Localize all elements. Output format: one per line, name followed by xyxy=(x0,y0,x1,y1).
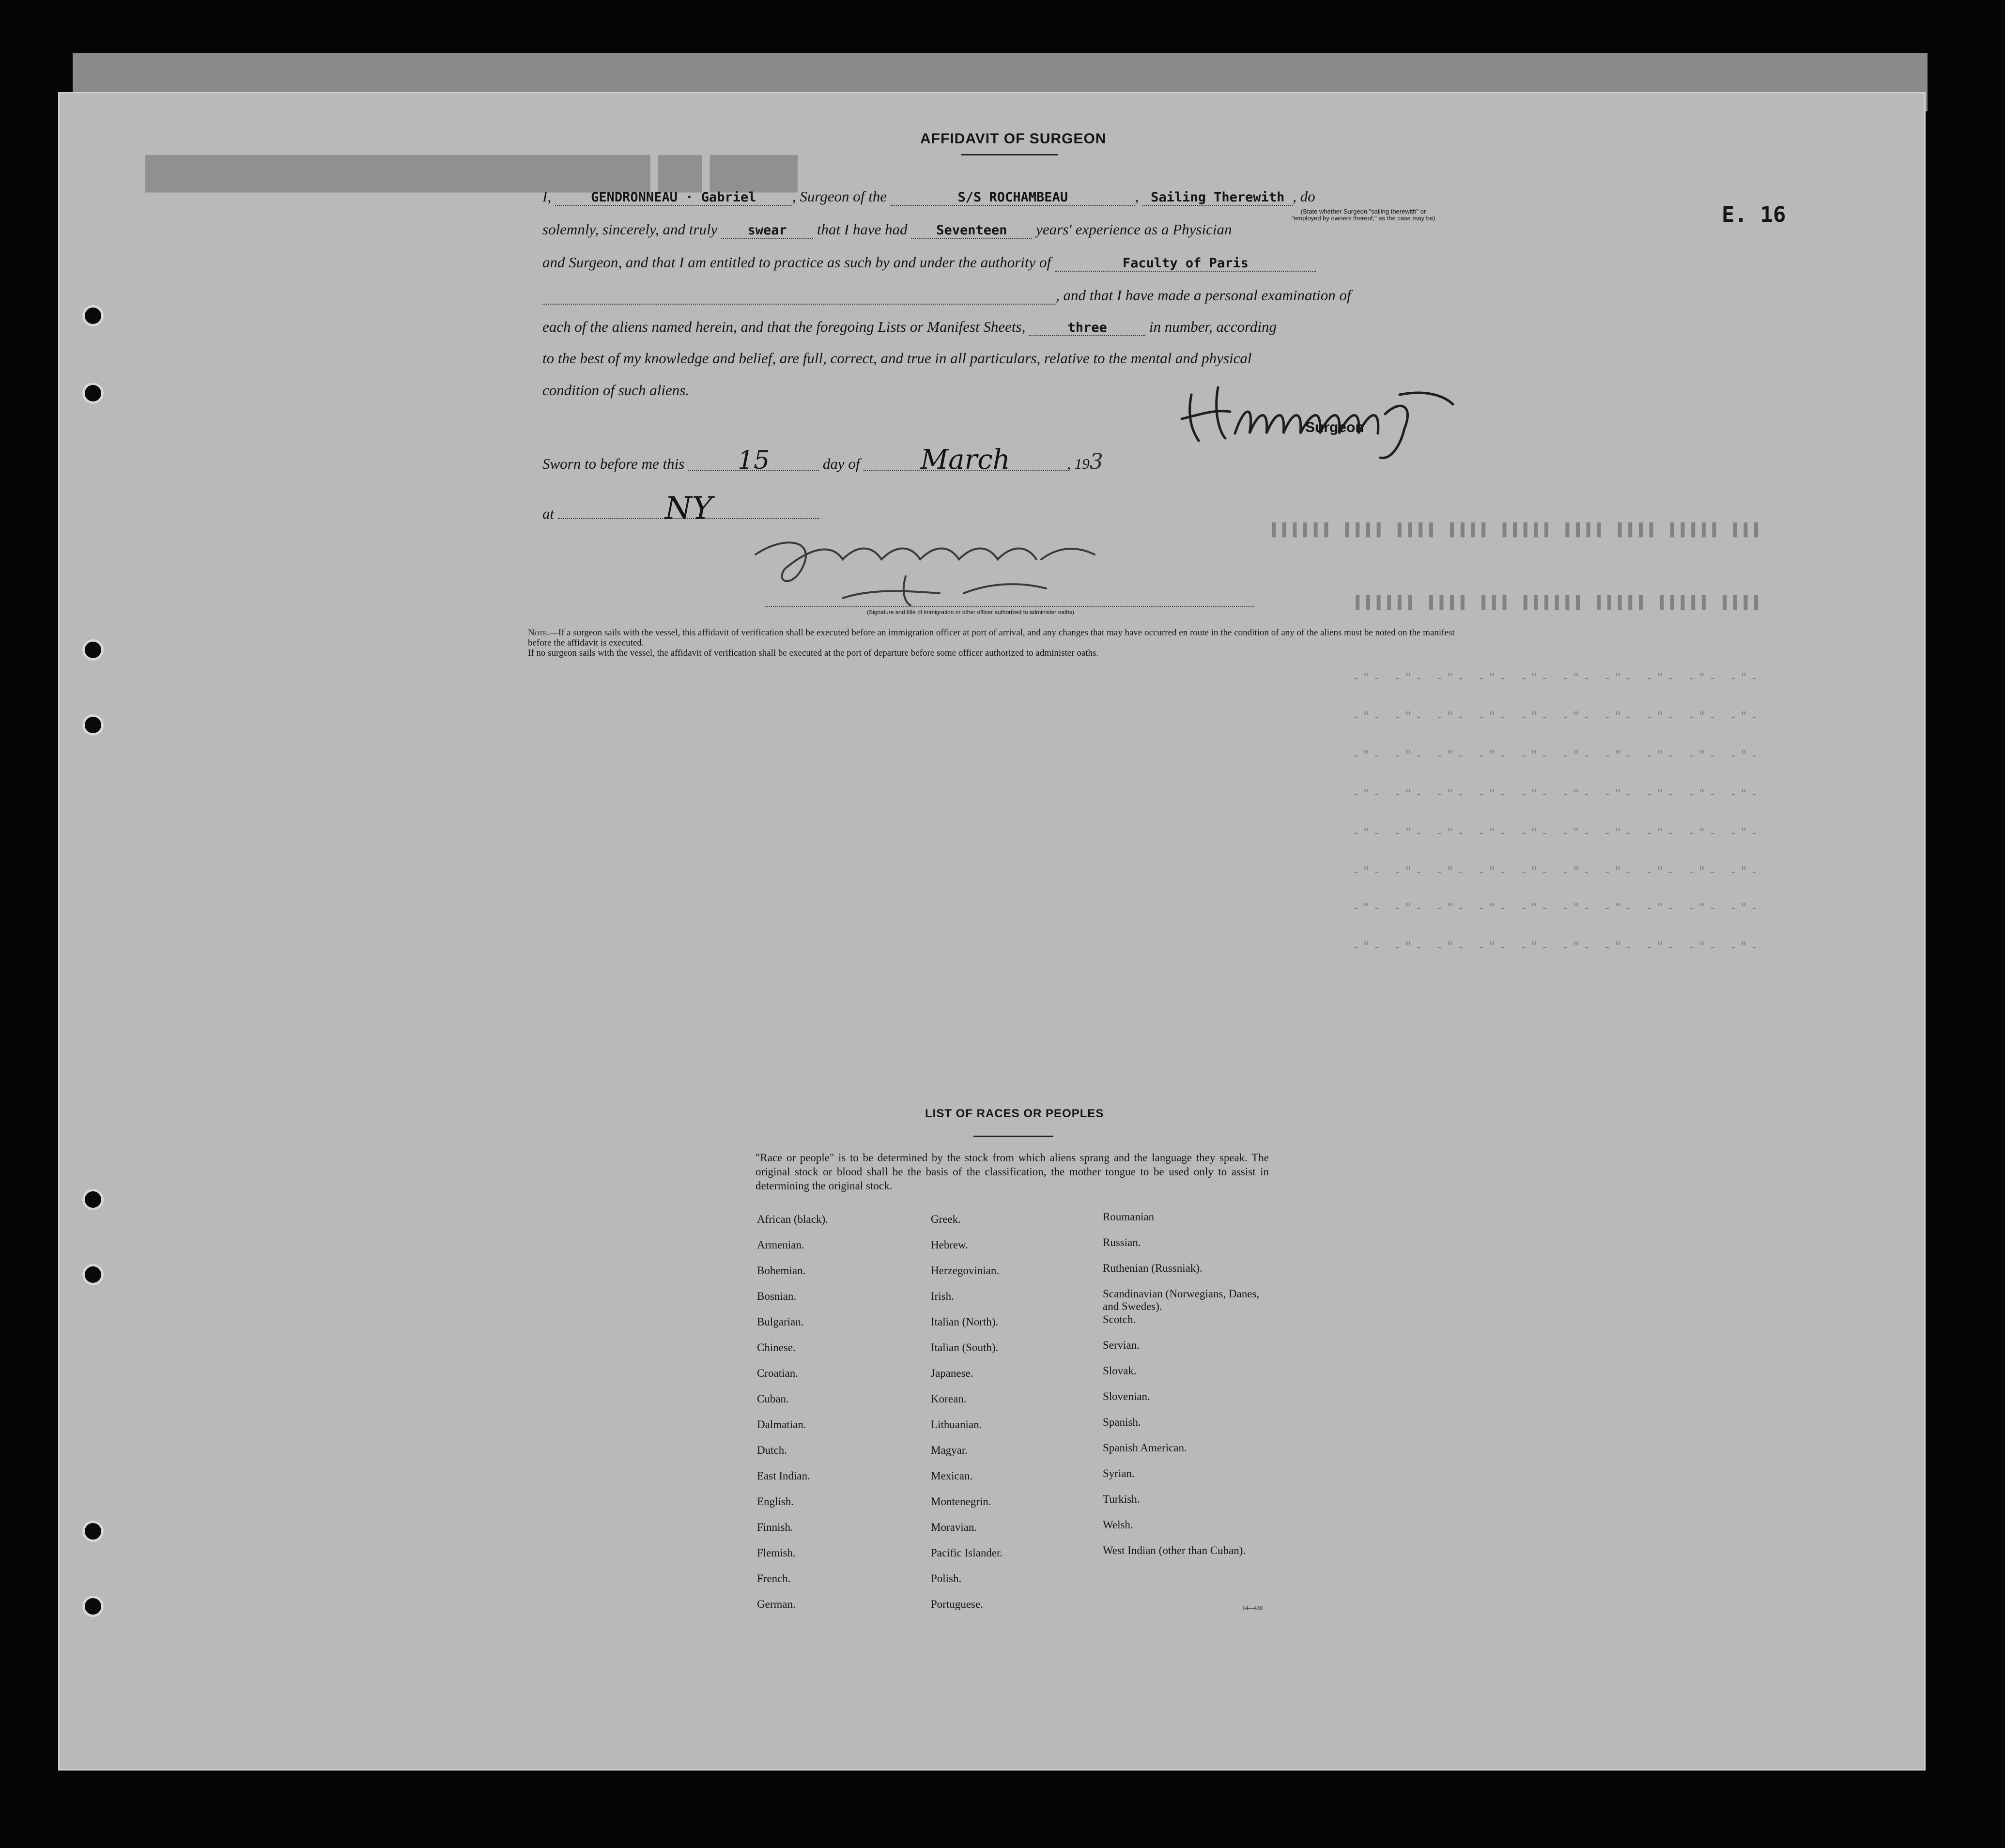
binder-hole xyxy=(82,383,104,404)
race-entry: Mexican. xyxy=(931,1470,973,1482)
races-column-1 xyxy=(757,1213,828,1624)
race-entry: Welsh. xyxy=(1103,1519,1133,1531)
bleed-through-row: -"- -"- -"- -"- -"- -"- -"- -"- -"- -"- xyxy=(1349,671,1758,685)
sheet-count-field: three xyxy=(1029,320,1145,336)
surgeon-label: Surgeon xyxy=(1305,419,1364,435)
race-entry: Scandinavian (Norwegians, Danes, and Swedes). xyxy=(1103,1288,1260,1312)
race-entry: French. xyxy=(757,1572,791,1585)
form-number: 14—430 xyxy=(1242,1604,1263,1611)
race-entry: Slovenian. xyxy=(1103,1390,1150,1402)
affidavit-line-5: each of the aliens named herein, and that the foregoing Lists or Manifest Sheets, three in number, according xyxy=(542,318,1277,335)
bleed-through-row: ▌▌▌▌ ▌▌▌▌▌ ▌▌▌▌▌ ▌▌▌▌▌▌ ▌▌▌ ▌▌▌▌ ▌▌▌▌▌▌ xyxy=(1349,596,1758,610)
authority-field: Faculty of Paris xyxy=(1055,256,1316,272)
race-entry: Portuguese. xyxy=(931,1598,983,1610)
race-entry: Spanish American. xyxy=(1103,1442,1187,1454)
races-title-rule xyxy=(973,1136,1053,1137)
at-line: at NY xyxy=(542,499,819,523)
race-entry: English. xyxy=(757,1495,794,1508)
races-column-2 xyxy=(931,1213,1002,1624)
race-entry: Slovak. xyxy=(1103,1365,1137,1377)
race-entry: Hebrew. xyxy=(931,1239,969,1251)
race-entry: German. xyxy=(757,1598,796,1610)
bleed-through-heading: ████ ██ ███████████████████████ xyxy=(145,155,798,190)
affidavit-line-7: condition of such aliens. xyxy=(542,382,690,399)
ship-name-field: S/S ROCHAMBEAU xyxy=(891,190,1135,206)
race-entry: Montenegrin. xyxy=(931,1495,991,1508)
race-entry: Dutch. xyxy=(757,1444,787,1456)
race-entry: Italian (South). xyxy=(931,1341,999,1354)
affidavit-title: AFFIDAVIT OF SURGEON xyxy=(920,131,1107,147)
race-entry: West Indian (other than Cuban). xyxy=(1103,1544,1246,1556)
officer-signature xyxy=(746,525,1143,613)
races-intro: "Race or people" is to be determined by the stock from which aliens sprang and the language they speak. The original stock or blood shall be the basis of the classification, the mother tongue to be used only to assist in determining the original stock. xyxy=(756,1152,1269,1192)
sworn-line: Sworn to before me this 15 day of March , 193 xyxy=(542,444,1103,476)
affidavit-line-4: , and that I have made a personal examination of xyxy=(542,287,1351,305)
affidavit-line-6: to the best of my knowledge and belief, are full, correct, and true in all particulars, relative to the mental and physical xyxy=(542,350,1252,367)
bleed-through-row: -"- -"- -"- -"- -"- -"- -"- -"- -"- -"- xyxy=(1349,901,1758,915)
race-entry: Pacific Islander. xyxy=(931,1547,1003,1559)
bleed-through-row: -"- -"- -"- -"- -"- -"- -"- -"- -"- -"- xyxy=(1349,864,1758,879)
race-entry: Korean. xyxy=(931,1393,967,1405)
sailing-status-field: Sailing Therewith xyxy=(1142,190,1293,206)
race-entry: Flemish. xyxy=(757,1547,796,1559)
race-entry: Scotch. xyxy=(1103,1313,1136,1325)
binder-hole xyxy=(82,1264,104,1285)
race-entry: Japanese. xyxy=(931,1367,973,1379)
race-entry: Russian. xyxy=(1103,1236,1141,1248)
bleed-through-row: -"- -"- -"- -"- -"- -"- -"- -"- -"- -"- xyxy=(1349,787,1758,801)
oath-field: swear xyxy=(721,223,813,239)
at-place-field: NY xyxy=(558,499,819,519)
page-number: E. 16 xyxy=(1722,202,1786,227)
bleed-through-row: -"- -"- -"- -"- -"- -"- -"- -"- -"- -"- xyxy=(1349,709,1758,724)
binder-hole xyxy=(82,305,104,326)
race-entry: Finnish. xyxy=(757,1521,793,1533)
race-entry: Roumanian xyxy=(1103,1211,1155,1223)
binder-hole xyxy=(82,1521,104,1542)
races-title: LIST OF RACES OR PEOPLES xyxy=(925,1107,1104,1120)
race-entry: Bohemian. xyxy=(757,1264,806,1277)
race-entry: Ruthenian (Russniak). xyxy=(1103,1262,1203,1274)
bleed-through-row: -"- -"- -"- -"- -"- -"- -"- -"- -"- -"- xyxy=(1349,748,1758,763)
bleed-through-row: -"- -"- -"- -"- -"- -"- -"- -"- -"- -"- xyxy=(1349,939,1758,954)
race-entry: Polish. xyxy=(931,1572,962,1585)
race-entry: Spanish. xyxy=(1103,1416,1141,1428)
race-entry: Greek. xyxy=(931,1213,961,1225)
binder-hole xyxy=(82,1189,104,1210)
race-entry: Herzegovinian. xyxy=(931,1264,1000,1277)
authority-continuation-field xyxy=(542,289,1056,305)
race-entry: Turkish. xyxy=(1103,1493,1140,1505)
races-column-3 xyxy=(1103,1211,1277,1570)
race-entry: Lithuanian. xyxy=(931,1418,982,1431)
officer-signature-line xyxy=(765,606,1254,607)
race-entry: Croatian. xyxy=(757,1367,798,1379)
binder-hole xyxy=(82,714,104,736)
race-entry: Syrian. xyxy=(1103,1467,1135,1479)
sworn-month-field: March xyxy=(864,450,1067,471)
affidavit-line-2: solemnly, sincerely, and truly swear that I have had Seventeen years' experience as a Physician xyxy=(542,221,1232,238)
bleed-through-row: -"- -"- -"- -"- -"- -"- -"- -"- -"- -"- xyxy=(1349,826,1758,840)
race-entry: Chinese. xyxy=(757,1341,796,1354)
race-entry: Bosnian. xyxy=(757,1290,797,1302)
race-entry: Moravian. xyxy=(931,1521,977,1533)
race-entry: Dalmatian. xyxy=(757,1418,806,1431)
verification-note: Note.—If a surgeon sails with the vessel, this affidavit of verification shall be executed before an immigration officer at port of arrival, and any changes that may have occurred en route in the condition of any of the aliens must be noted on the manifest before the affidavit is executed. If no surgeon sails with the vessel, the affidavit of verification shall be executed at the port of departure before some officer authorized to administer oaths. xyxy=(528,628,1455,658)
title-rule xyxy=(961,154,1058,155)
race-entry: Cuban. xyxy=(757,1393,789,1405)
race-entry: Servian. xyxy=(1103,1339,1140,1351)
race-entry: African (black). xyxy=(757,1213,828,1225)
race-entry: Irish. xyxy=(931,1290,954,1302)
race-entry: Bulgarian. xyxy=(757,1316,804,1328)
surgeon-signature xyxy=(1172,375,1463,462)
bleed-through-row: ▌▌▌ ▌▌▌▌▌ ▌▌▌▌ ▌▌▌▌ ▌▌▌▌▌ ▌▌▌▌ ▌▌▌▌ ▌▌▌▌ ▌▌▌▌▌▌ xyxy=(1265,523,1758,538)
binder-hole xyxy=(82,1596,104,1617)
race-entry: Italian (North). xyxy=(931,1316,999,1328)
binder-hole xyxy=(82,639,104,661)
surgeon-name-field: GENDRONNEAU · Gabriel xyxy=(555,190,792,206)
affidavit-line-1: I, GENDRONNEAU · Gabriel , Surgeon of the S/S ROCHAMBEAU , Sailing Therewith , do xyxy=(542,188,1315,205)
race-entry: Armenian. xyxy=(757,1239,804,1251)
affidavit-line-3: and Surgeon, and that I am entitled to practice as such by and under the authority of Faculty of Paris xyxy=(542,254,1316,272)
officer-caption: (Signature and title of immigration or other officer authorized to administer oaths) xyxy=(867,609,1074,616)
race-entry: Magyar. xyxy=(931,1444,968,1456)
year-handwritten-mark: 3 xyxy=(1089,449,1103,474)
sworn-day-field: 15 xyxy=(688,451,819,471)
years-field: Seventeen xyxy=(911,223,1032,239)
sailing-status-note: (State whether Surgeon "sailing therewith" or "employed by owners thereof," as the case may be) xyxy=(1291,208,1435,222)
race-entry: East Indian. xyxy=(757,1470,810,1482)
